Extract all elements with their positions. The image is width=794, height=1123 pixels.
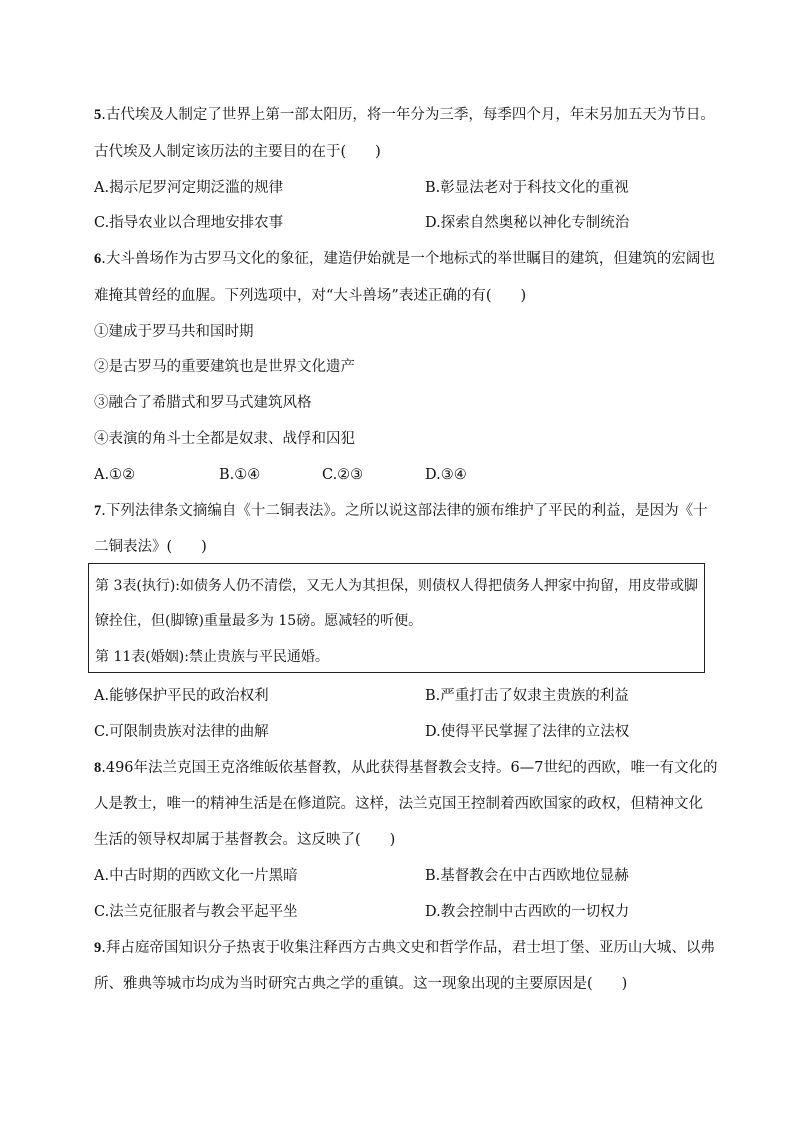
q7-source-box <box>88 563 705 673</box>
q6-item-4: ④表演的角斗士全都是奴隶、战俘和囚犯 <box>94 431 355 447</box>
q8-option-d: D.教会控制中古西欧的一切权力 <box>425 904 630 920</box>
q6-text-1: .大斗兽场作为古罗马文化的象征，建造伊始就是一个地标式的举世瞩目的建筑，但建筑的宏阔也 <box>101 251 715 267</box>
q7-line-1 <box>94 501 708 521</box>
q7-option-d: D.使得平民掌握了法律的立法权 <box>425 724 630 740</box>
q5-line-1 <box>94 105 715 125</box>
q6-option-d: D.③④ <box>425 467 467 483</box>
q5-line-2: 古代埃及人制定该历法的主要目的在于( ) <box>94 144 381 160</box>
q8-option-a: A.中古时期的西欧文化一片黑暗 <box>94 868 298 884</box>
q6-number: 6 <box>94 251 102 267</box>
q8-line-3: 生活的领导权却属于基督教会。这反映了( ) <box>94 832 396 848</box>
q7-number: 7 <box>94 503 102 519</box>
q5-number: 5 <box>94 107 102 123</box>
q5-option-d: D.探索自然奥秘以神化专制统治 <box>425 215 630 231</box>
q8-option-c: C.法兰克征服者与教会平起平坐 <box>94 904 298 920</box>
q5-text-1: .古代埃及人制定了世界上第一部太阳历，将一年分为三季，每季四个月，年末另加五天为节日。 <box>101 107 715 123</box>
q7-option-b: B.严重打击了奴隶主贵族的利益 <box>425 688 629 704</box>
q9-text-1: .拜占庭帝国知识分子热衷于收集注释西方古典文史和哲学作品，君士坦丁堡、亚历山大城、以弗 <box>101 940 715 956</box>
q7-option-c: C.可限制贵族对法律的曲解 <box>94 724 269 740</box>
q7-option-a: A.能够保护平民的政治权利 <box>94 688 269 704</box>
q7-text-1: .下列法律条文摘编自《十二铜表法》。之所以说这部法律的颁布维护了平民的利益，是因为《十 <box>101 503 708 519</box>
q5-option-c: C.指导农业以合理地安排农事 <box>94 215 284 231</box>
q7-box-line-3: 第 11表(婚姻):禁止贵族与平民通婚。 <box>95 649 329 665</box>
q9-line-2: 所、雅典等城市均成为当时研究古典之学的重镇。这一现象出现的主要原因是( ) <box>94 976 628 992</box>
q6-option-b: B.①④ <box>219 467 261 483</box>
q6-option-a: A.①② <box>94 467 136 483</box>
q7-box-line-1: 第 3表(执行):如债务人仍不清偿，又无人为其担保，则债权人得把债务人押家中拘留，用皮带或脚 <box>95 578 698 594</box>
q8-text-1: .496年法兰克国王克洛维皈依基督教，从此获得基督教会支持。6—7世纪的西欧，唯一有文化的 <box>101 760 718 776</box>
q5-option-b: B.彰显法老对于科技文化的重视 <box>425 180 629 196</box>
q9-number: 9 <box>94 940 102 956</box>
q8-option-b: B.基督教会在中古西欧地位显赫 <box>425 868 629 884</box>
q6-line-1 <box>94 249 715 269</box>
q8-line-2: 人是教士，唯一的精神生活是在修道院。这样，法兰克国王控制着西欧国家的政权，但精神文化 <box>94 796 703 812</box>
q8-line-1 <box>94 758 717 778</box>
q6-option-c: C.②③ <box>322 467 364 483</box>
q6-item-2: ②是古罗马的重要建筑也是世界文化遗产 <box>94 359 355 375</box>
q6-line-2: 难掩其曾经的血腥。下列选项中，对“大斗兽场”表述正确的有( ) <box>94 288 527 304</box>
q8-number: 8 <box>94 760 102 776</box>
q9-line-1 <box>94 938 715 958</box>
q6-item-1: ①建成于罗马共和国时期 <box>94 324 254 340</box>
q5-option-a: A.揭示尼罗河定期泛滥的规律 <box>94 180 284 196</box>
q7-line-2: 二铜表法》( ) <box>94 539 207 555</box>
q7-box-line-2: 镣拴住，但(脚镣)重量最多为 15磅。愿减轻的听便。 <box>95 613 423 629</box>
q6-item-3: ③融合了希腊式和罗马式建筑风格 <box>94 395 312 411</box>
